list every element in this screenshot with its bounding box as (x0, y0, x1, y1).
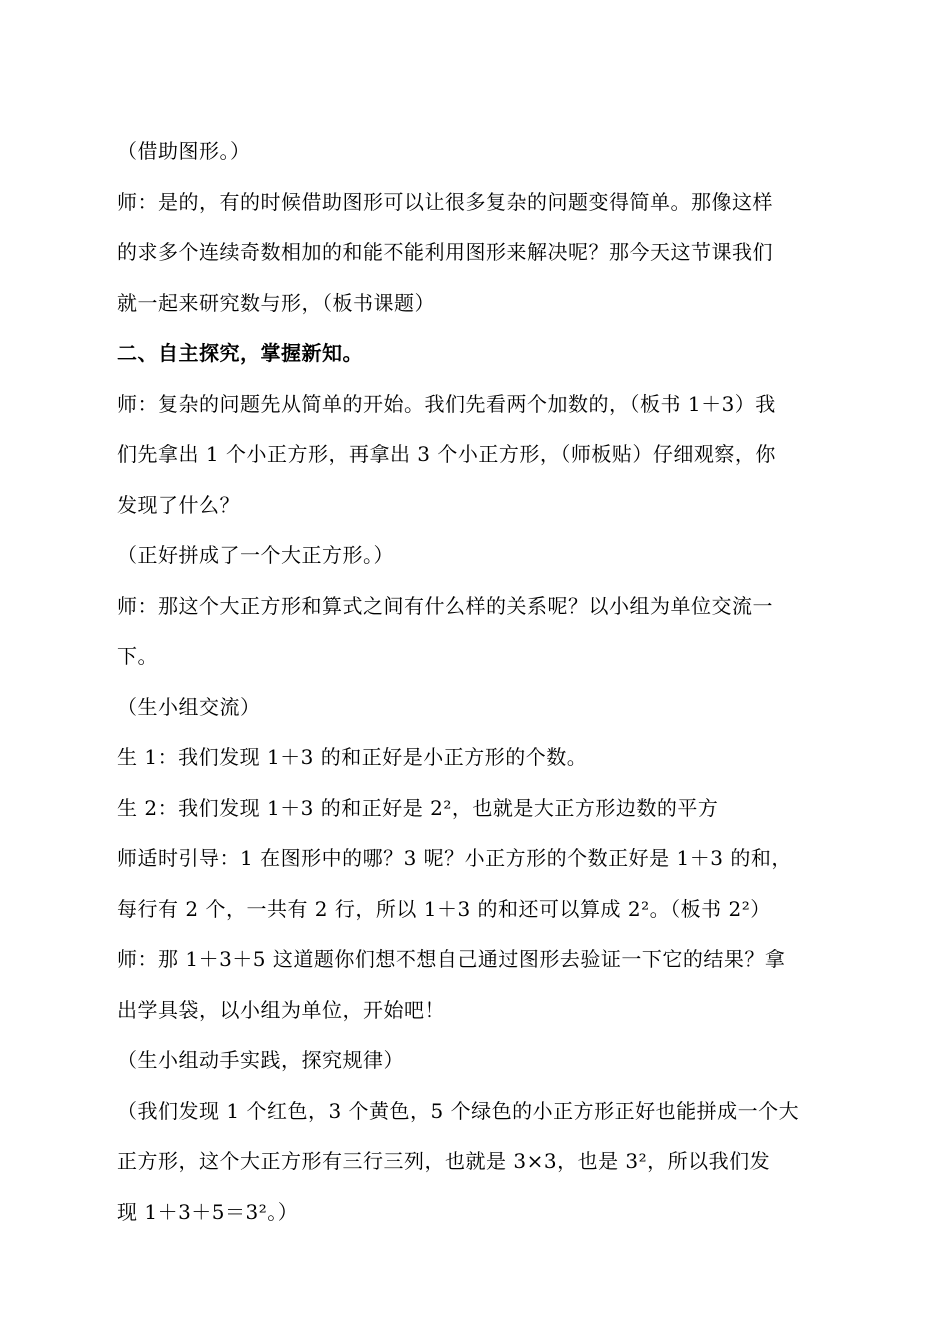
text-line: （正好拼成了一个大正方形。） (117, 543, 394, 567)
text-line: （生小组交流） (117, 694, 261, 719)
text-line: 下。 (117, 644, 158, 668)
text-line: 正方形，这个大正方形有三行三列，也就是 3×3，也是 3²，所以我们发 (117, 1149, 771, 1173)
section-heading: 二、自主探究，掌握新知。 (117, 341, 363, 365)
text-line: 师适时引导：1 在图形中的哪？3 呢？小正方形的个数正好是 1＋3 的和， (117, 846, 792, 870)
text-line: 生 2：我们发现 1＋3 的和正好是 2²，也就是大正方形边数的平方 (117, 795, 719, 820)
text-line: 出学具袋，以小组为单位，开始吧！ (117, 997, 445, 1022)
text-line: 师：是的，有的时候借助图形可以让很多复杂的问题变得简单。那像这样 (117, 189, 773, 214)
text-line: 师：那这个大正方形和算式之间有什么样的关系呢？以小组为单位交流一 (117, 593, 773, 618)
text-line: 生 1：我们发现 1＋3 的和正好是小正方形的个数。 (117, 745, 588, 769)
text-line: （生小组动手实践，探究规律） (117, 1048, 404, 1072)
text-line: 现 1＋3＋5＝3²。） (117, 1199, 299, 1224)
text-line: 们先拿出 1 个小正方形，再拿出 3 个小正方形，（师板贴）仔细观察，你 (117, 442, 776, 466)
document-page (117, 126, 842, 1237)
text-line: 发现了什么？ (117, 492, 240, 517)
text-line: 师：复杂的问题先从简单的开始。我们先看两个加数的，（板书 1＋3）我 (117, 391, 776, 416)
text-line: （我们发现 1 个红色，3 个黄色，5 个绿色的小正方形正好也能拼成一个大 (117, 1098, 800, 1123)
text-line: 就一起来研究数与形，（板书课题） (117, 290, 435, 315)
text-line: 每行有 2 个，一共有 2 行，所以 1＋3 的和还可以算成 2²。（板书 2²） (117, 896, 771, 921)
text-line: 的求多个连续奇数相加的和能不能利用图形来解决呢？那今天这节课我们 (117, 240, 773, 264)
text-line: （借助图形。） (117, 139, 251, 163)
text-line: 师：那 1＋3＋5 这道题你们想不想自己通过图形去验证一下它的结果？拿 (117, 947, 786, 971)
